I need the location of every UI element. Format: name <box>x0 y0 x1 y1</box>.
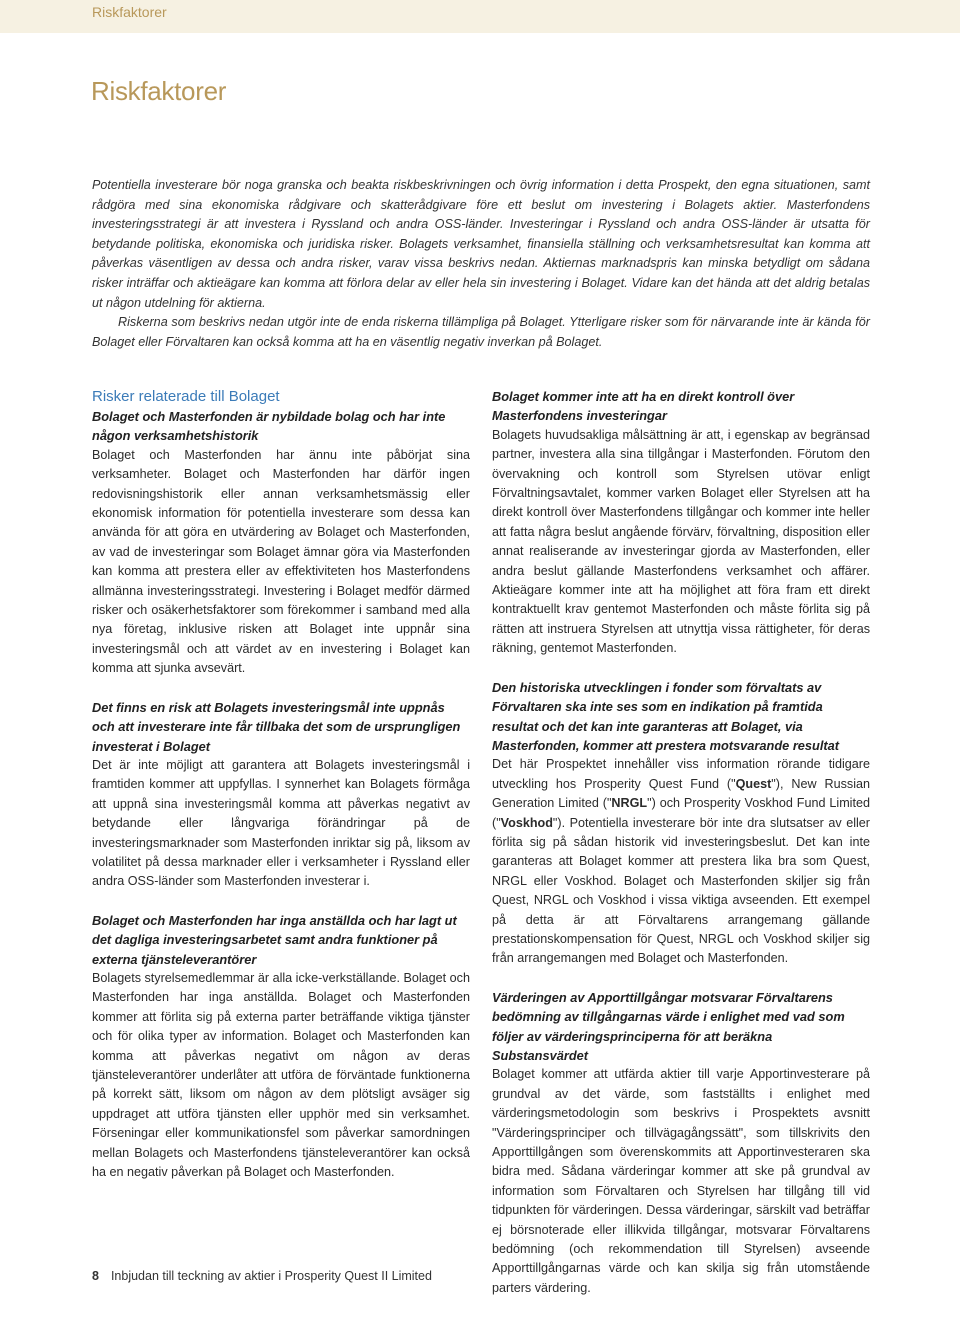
risk-heading: Bolaget och Masterfonden har inga anställda och har lagt ut det dagliga investeringsarbetet samt andra funktioner på externa tjänsteleverantörer <box>92 912 457 967</box>
page-title: Riskfaktorer <box>91 76 227 106</box>
risk-body: Bolagets styrelsemedlemmar är alla icke-verkställande. Bolaget och Masterfonden har inga anställda. Bolaget och Masterfonden kommer att förlita sig på externa parter beträffande viktiga tjänster och för olika typer av information. Bolaget och Masterfonden kan komma att påverkas negativt om någon av deras tjänsteleverantörer underlåter att utföra de förväntade funktionerna på korrekt sätt, liksom om någon av dem plötsligt avsäger sig uppdraget att utföra tjänsten eller upphör med sin verksamhet. Förseningar eller kommunikationsfel som påverkar samordningen mellan Bolagets och Masterfondens tjänsteleverantörer kan också ha en negativ påverkan på Bolaget och Masterfonden. <box>92 970 470 1180</box>
risk-item <box>492 988 870 1299</box>
risk-body-text: ") och Prosperity Voskhod Fund Limited (" <box>492 796 870 830</box>
right-column <box>492 387 870 1317</box>
intro-paragraph: Potentiella investerare bör noga granska och beakta riskbeskrivningen och övrig information i detta Prospekt, den egna situationen, samt rådgöra med sina ekonomiska rådgivare och skatterådgivare före ett beslut om investering i Bolagets aktier. Masterfondens investeringsstrategi är att investera i Ryssland och andra OSS-länder. Investeringar i Ryssland och andra OSS-länder är utsatta för betydande politiska, ekonomiska och juridiska risker. Bolagets verksamhet, finansiella ställning och verksamhetsresultat kan komma att påverkas väsentligen av dessa och andra risker, varav vissa beskrivs nedan. Aktiernas marknadspris kan minska betydligt om sådana risker inträffar och aktieägare kan komma att förlora delar av eller hela sin investering i Bolaget. Vidare kan det hända att det aldrig betalas ut någon utdelning för aktierna. <box>92 178 870 310</box>
defined-term-nrgl: NRGL <box>611 796 648 811</box>
risk-heading: Den historiska utvecklingen i fonder som förvaltats av Förvaltaren ska inte ses som en indikation på framtida resultat och det kan inte garanteras att Bolaget, via Masterfonden, kommer att prestera motsvarande resultat <box>492 679 840 753</box>
running-header-label: Riskfaktorer <box>92 4 167 20</box>
risk-body-text: "). Potentiella investerare bör inte dra slutsatser av eller förlita sig på sådan historik vid investeringsbeslut. Det kan inte garanteras att Bolaget kommer att prestera lika bra som Quest, NRGL eller Voskhod. Bolaget och Masterfonden skiljer sig från Quest, NRGL och Voskhod i vissa viktiga avseenden. Ett exempel på detta är att Förvaltarens arrangemang gällande prestationskompensation för Quest, NRGL och Voskhod skiljer sig från arrangemangen med Bolaget och Masterfonden. <box>492 815 870 966</box>
risk-heading: Bolaget kommer inte att ha en direkt kontroll över Masterfondens investeringar <box>492 389 795 424</box>
risk-body-text: Det här Prospektet innehåller viss information rörande tidigare utveckling hos Prosperity Quest Fund (" <box>492 757 870 791</box>
running-header <box>0 0 960 33</box>
risk-body <box>492 755 870 968</box>
risk-item <box>92 911 470 1183</box>
defined-term-voskhod: Voskhod <box>500 815 553 830</box>
risk-body: Bolaget och Masterfonden har ännu inte påbörjat sina verksamheter. Bolaget och Masterfonden har därför ingen redovisningshistorik eller annan verksamhetsmässig eller ekonomisk information för potentiella investerare som dessa kan använda för att göra en utvärdering av Bolaget och Masterfonden, av vad de investeringar som Bolaget ämnar göra via Masterfonden kan komma att prestera eller av effektiviteten hos Masterfondens allmänna investeringsstrategi. Investering i Bolaget medför därmed risker och osäkerhetsfaktorer som förekommer i samband med alla nya företag, inklusive risken att Bolaget inte uppnår sina investeringsmål och att värdet av en investering i Bolaget kan komma att sjunka avsevärt. <box>92 447 470 676</box>
defined-term-quest: Quest <box>735 776 772 791</box>
risk-heading: Värderingen av Apporttillgångar motsvarar Förvaltarens bedömning av tillgångarnas värde i enlighet med vad som följer av värderingsprinciperna för att beräkna Substansvärdet <box>492 989 845 1063</box>
risk-item <box>492 678 870 969</box>
risk-item <box>92 698 470 892</box>
risk-body: Det är inte möjligt att garantera att Bolagets investeringsmål i framtiden kommer att uppfyllas. I synnerhet kan Bolagets förmåga att uppnå sina investeringsmål komma att påverkas negativt av betydande eller långvariga förändringar på de investeringsmarknader som Masterfonden inriktar sig på, liksom av volatilitet på dessa marknader eller i verksamheter i Ryssland eller andra OSS-länder som Masterfonden investerar i. <box>92 757 470 889</box>
risk-item <box>492 387 870 659</box>
risk-body: Bolagets huvudsakliga målsättning är att, i egenskap av begränsad partner, investera alla sina tillgångar i Masterfonden. Förutom den övervakning och kontroll som Styrelsen utövar enligt Förvaltningsavtalet, kommer varken Bolaget eller Styrelsen att ha direkt kontroll över Masterfondens tillgångar och kommer inte heller att fatta några beslut angående förvärv, förvaltning, disposition eller annat realiserande av investeringar gjorda av Masterfonden, eller andra beslut gällande Masterfondens verksamhet och affärer. Aktieägare kommer inte att ha möjlighet att föra fram ett direkt kontraktuellt krav gentemot Masterfonden och måste förlita sig på rätten att instruera Styrelsen att utnyttja vissa rättigheter, för deras räkning, gentemot Masterfonden. <box>492 427 870 656</box>
risk-body-text: "), New Russian Generation Limited (" <box>492 776 870 811</box>
page-number: 8 <box>92 1269 99 1283</box>
left-column <box>92 387 470 1201</box>
risk-item <box>92 407 470 679</box>
page-footer <box>92 1269 432 1283</box>
risk-heading: Bolaget och Masterfonden är nybildade bolag och har inte någon verksamhetshistorik <box>92 409 446 444</box>
section-title: Risker relaterade till Bolaget <box>92 388 280 405</box>
footer-text: Inbjudan till teckning av aktier i Prosperity Quest II Limited <box>110 1269 432 1283</box>
risk-body: Bolaget kommer att utfärda aktier till varje Apportinvesterare på grundval av det värde, som fastställts i enlighet med värderingsmetodologin som beskrivs i Prospektets avsnitt "Värderingsprinciper och tillvägagångssätt", som tillskrivits den Apporttillgången som överenskommits att Apportinvesteraren ska bidra med. Sådana värderingar kommer att ske på grundval av information som Förvaltaren och Styrelsen har tillgång till vid tidpunkten för värderingen. Dessa värderingar, särskilt vad beträffar ej börsnoterade eller illikvida tillgångar, motsvarar Förvaltarens bedömning (och rekommendation till Styrelsen) avseende Apporttillgångarnas värde och kan skilja sig från utomstående parters värdering. <box>492 1067 870 1295</box>
intro <box>92 176 870 352</box>
intro-paragraph: Riskerna som beskrivs nedan utgör inte de enda riskerna tillämpliga på Bolaget. Ytterligare risker som för närvarande inte är kända för Bolaget eller Förvaltaren kan också komma att ha en väsentlig negativ inverkan på Bolaget. <box>92 315 870 349</box>
risk-heading: Det finns en risk att Bolagets investeringsmål inte uppnås och att investerare inte får tillbaka det som de ursprungligen investerat i Bolaget <box>92 699 461 754</box>
